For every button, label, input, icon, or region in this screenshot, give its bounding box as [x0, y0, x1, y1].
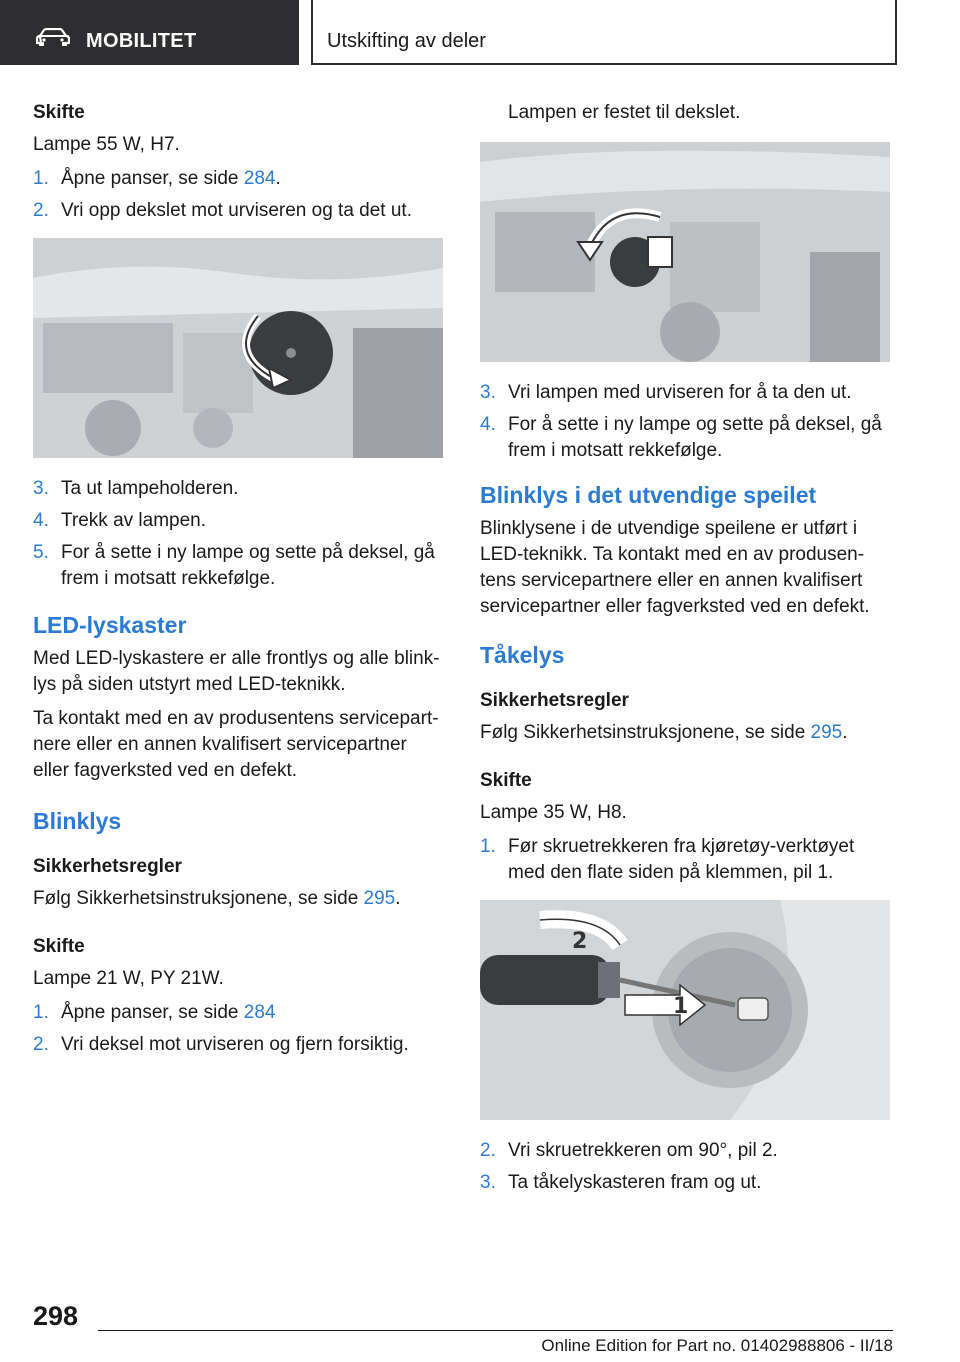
section-heading-mirror: Blinklys i det utvendige speilet — [480, 482, 817, 508]
step-text: Ta tåkelyskasteren fram og ut. — [508, 1172, 762, 1193]
page-title: Utskifting av deler — [327, 30, 486, 52]
step-number: 1. — [480, 836, 496, 857]
step-text: Vri skruetrekkeren om 90°, pil 2. — [508, 1140, 778, 1161]
step-list — [480, 834, 892, 886]
list-item — [480, 1170, 892, 1196]
step-list — [33, 1000, 445, 1058]
subheading-safety: Sikkerhetsregler — [480, 690, 629, 711]
fig-label-1: 1 — [673, 994, 689, 1019]
step-text: Vri opp dekslet mot urviseren og ta det ut. — [61, 200, 412, 221]
header-section-label: MOBILITET — [86, 30, 197, 52]
step-list — [480, 380, 892, 464]
step-number: 4. — [33, 510, 49, 531]
list-item — [33, 1000, 445, 1026]
step-list — [33, 166, 445, 224]
page-link[interactable]: 295 — [363, 888, 396, 909]
section-heading-blinklys: Blinklys — [33, 808, 122, 834]
safety-text: Følg Sikkerhetsinstruksjonene, se side — [480, 722, 811, 743]
mirror-paragraph: Blinklysene i de utvendige speilene er utført i LED-teknikk. Ta kontakt med en av produsen-tens servicepartnere eller en annen kvalifisert servicepartner eller fagverksted ved en defekt. — [480, 518, 870, 617]
car-icon — [36, 28, 70, 46]
step-number: 2. — [33, 200, 49, 221]
step-text: Vri lampen med urviseren for å ta den ut. — [508, 382, 852, 403]
subheading-skifte: Skifte — [33, 102, 85, 123]
step-text: For å sette i ny lampe og sette på deksel, gå frem i motsatt rekkefølge. — [508, 414, 882, 461]
intro-text: Lampen er festet til dekslet. — [508, 102, 741, 123]
lamp-spec: Lampe 55 W, H7. — [33, 134, 180, 155]
step-number: 5. — [33, 542, 49, 563]
fig-label-2: 2 — [572, 929, 588, 954]
section-heading-fog: Tåkelys — [480, 642, 565, 668]
step-list — [33, 476, 445, 592]
page-number: 298 — [33, 1301, 79, 1331]
page-link[interactable]: 284 — [243, 1002, 276, 1023]
list-item — [33, 166, 445, 192]
step-number: 3. — [480, 382, 496, 403]
list-item — [33, 1032, 445, 1058]
step-text: Åpne panser, se side — [61, 168, 244, 189]
step-list — [480, 1138, 892, 1196]
step-number: 1. — [33, 1002, 49, 1023]
step-text: Trekk av lampen. — [61, 510, 207, 531]
subheading-safety: Sikkerhetsregler — [33, 856, 182, 877]
section-heading-led: LED-lyskaster — [33, 612, 187, 638]
header-title-box — [311, 0, 897, 65]
fog-light-illustration — [480, 900, 890, 1120]
list-item — [480, 834, 892, 886]
footer-divider — [98, 1330, 893, 1331]
safety-paragraph — [33, 886, 445, 912]
lamp-spec: Lampe 35 W, H8. — [480, 802, 627, 823]
step-number: 2. — [33, 1034, 49, 1055]
safety-suffix: . — [842, 722, 848, 743]
list-item — [33, 540, 445, 592]
safety-paragraph — [480, 720, 892, 746]
right-column — [480, 100, 892, 1206]
step-number: 4. — [480, 414, 496, 435]
step-number: 1. — [33, 168, 49, 189]
step-suffix: . — [275, 168, 281, 189]
step-number: 2. — [480, 1140, 496, 1161]
left-column — [33, 100, 445, 1068]
step-text: Før skruetrekkeren fra kjøretøy-verktøyet med den flate siden på klemmen, pil 1. — [508, 836, 855, 883]
lamp-spec: Lampe 21 W, PY 21W. — [33, 968, 224, 989]
page-link[interactable]: 295 — [810, 722, 843, 743]
list-item — [480, 1138, 892, 1164]
led-paragraph-2: Ta kontakt med en av produsentens servicepart-nere eller en annen kvalifisert servicepartner eller fagverksted ved en defekt. — [33, 708, 439, 781]
list-item — [33, 508, 445, 534]
subheading-skifte: Skifte — [33, 936, 85, 957]
list-item — [33, 198, 445, 224]
step-number: 3. — [480, 1172, 496, 1193]
subheading-skifte: Skifte — [480, 770, 532, 791]
step-text: Vri deksel mot urviseren og fjern forsiktig. — [61, 1034, 409, 1055]
turn-signal-illustration — [480, 142, 890, 362]
step-text: Ta ut lampeholderen. — [61, 478, 239, 499]
safety-text: Følg Sikkerhetsinstruksjonene, se side — [33, 888, 364, 909]
safety-suffix: . — [395, 888, 401, 909]
page-link[interactable]: 284 — [243, 168, 276, 189]
step-text: Åpne panser, se side — [61, 1002, 244, 1023]
step-text: For å sette i ny lampe og sette på deksel, gå frem i motsatt rekkefølge. — [61, 542, 435, 589]
edition-info: Online Edition for Part no. 01402988806 - II/18 — [541, 1336, 893, 1355]
headlight-cover-illustration — [33, 238, 443, 458]
header-section-tab — [0, 0, 299, 65]
list-item — [480, 380, 892, 406]
list-item — [480, 412, 892, 464]
list-item — [33, 476, 445, 502]
step-number: 3. — [33, 478, 49, 499]
led-paragraph-1: Med LED-lyskastere er alle frontlys og alle blink-lys på siden utstyrt med LED-teknikk. — [33, 648, 440, 695]
